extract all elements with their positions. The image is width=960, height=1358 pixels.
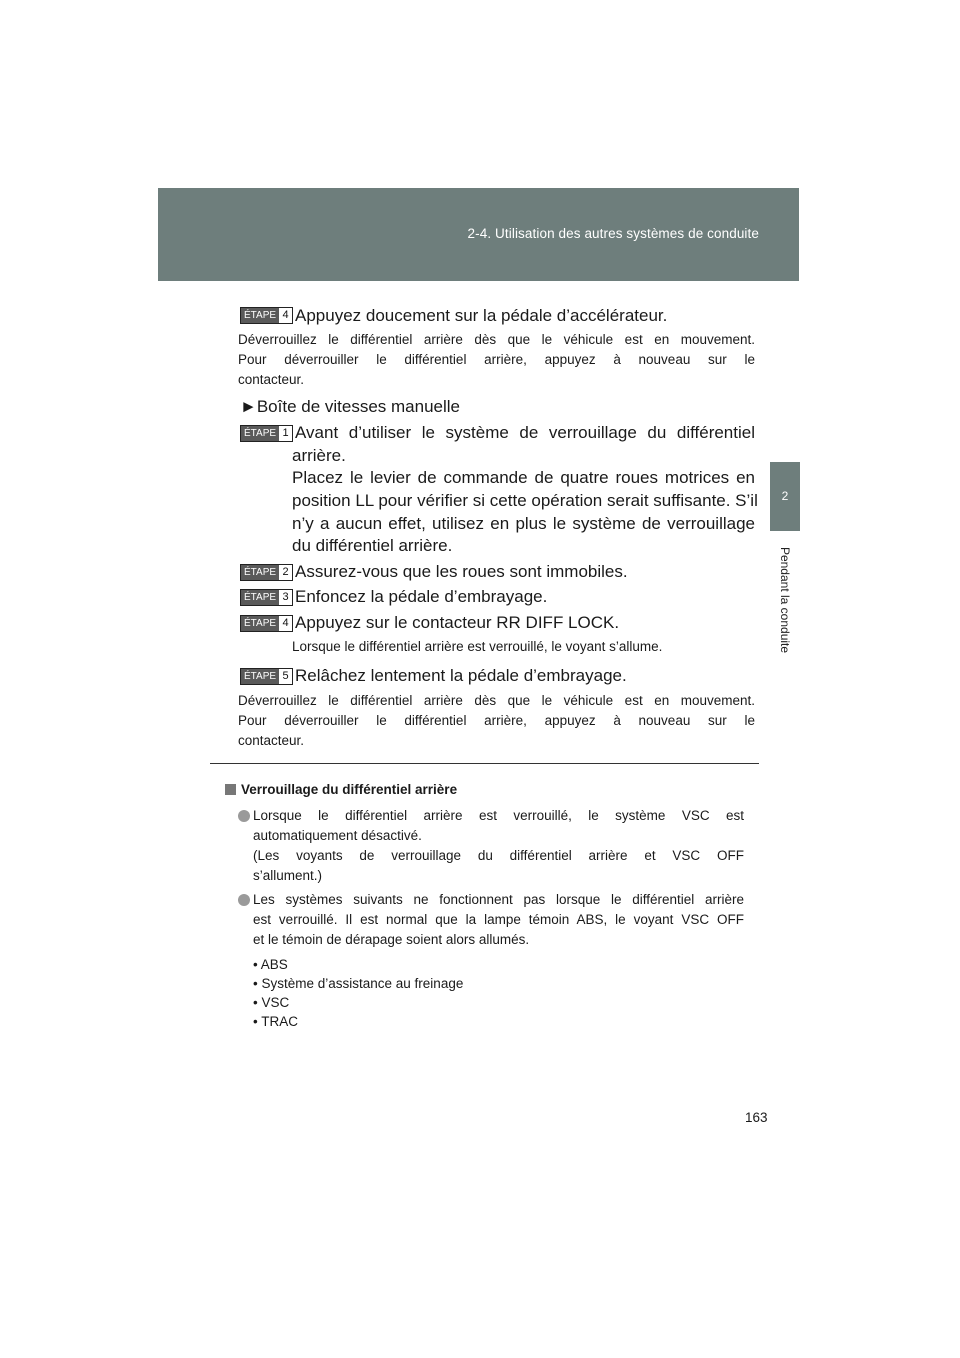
step-text: Relâchez lentement la pédale d’embrayage. — [295, 666, 627, 685]
system-item: • Système d’assistance au freinage — [253, 976, 464, 991]
step-badge-word: ÉTAPE — [241, 590, 279, 605]
section-heading: ►Boîte de vitesses manuelle — [240, 397, 460, 416]
section-title: 2-4. Utilisation des autres systèmes de conduite — [467, 226, 759, 241]
step-text: Enfoncez la pédale d’embrayage. — [295, 587, 548, 606]
step-badge-number: 5 — [279, 669, 292, 684]
step-badge-number: 4 — [279, 616, 292, 631]
step-badge — [240, 425, 293, 442]
section-divider — [210, 763, 759, 764]
step-badge — [240, 668, 293, 685]
step-badge — [240, 564, 293, 581]
bullet-line: automatiquement désactivé. — [253, 828, 422, 843]
step-badge-number: 2 — [279, 565, 292, 580]
info-title-text: Verrouillage du différentiel arrière — [241, 782, 458, 797]
chapter-tab: 2 — [770, 462, 800, 531]
note-line: Lorsque le différentiel arrière est verrouillé, le voyant s’allume. — [292, 639, 663, 654]
step-text: Appuyez doucement sur la pédale d’accélérateur. — [295, 306, 668, 325]
note-line: Déverrouillez le différentiel arrière dès que le véhicule est en mouvement. — [238, 332, 755, 347]
page-number: 163 — [745, 1110, 768, 1125]
note-line: contacteur. — [238, 733, 305, 748]
note-line: contacteur. — [238, 372, 305, 387]
step-badge-word: ÉTAPE — [241, 426, 279, 441]
bullet-line: s’allument.) — [253, 868, 323, 883]
bullet-line: et le témoin de dérapage soient alors allumés. — [253, 932, 530, 947]
step-badge-number: 4 — [279, 308, 292, 323]
circle-bullet-icon — [238, 810, 250, 822]
step-badge-word: ÉTAPE — [241, 616, 279, 631]
step-badge-word: ÉTAPE — [241, 669, 279, 684]
step-text: Assurez-vous que les roues sont immobiles. — [295, 562, 628, 581]
step-badge — [240, 589, 293, 606]
step-text: n’y a aucun effet, utilisez en plus le système de verrouillage — [292, 514, 755, 533]
step-badge-number: 3 — [279, 590, 292, 605]
note-line: Pour déverrouiller le différentiel arrière, appuyez à nouveau sur le — [238, 713, 755, 728]
step-badge-number: 1 — [279, 426, 292, 441]
header-band — [158, 188, 799, 281]
bullet-line: Lorsque le différentiel arrière est verrouillé, le système VSC est — [253, 808, 744, 823]
circle-bullet-icon — [238, 894, 250, 906]
chapter-label: Pendant la conduite — [778, 546, 792, 654]
step-badge-word: ÉTAPE — [241, 565, 279, 580]
system-item: • ABS — [253, 957, 288, 972]
note-line: Déverrouillez le différentiel arrière dès que le véhicule est en mouvement. — [238, 693, 755, 708]
square-bullet-icon — [225, 784, 236, 795]
step-text: Appuyez sur le contacteur RR DIFF LOCK. — [295, 613, 620, 632]
step-text: du différentiel arrière. — [292, 536, 453, 555]
step-badge — [240, 615, 293, 632]
step-text: Avant d’utiliser le système de verrouillage du différentiel — [295, 423, 755, 442]
info-title — [225, 780, 457, 800]
bullet-line: est verrouillé. Il est normal que la lampe témoin ABS, le voyant VSC OFF — [253, 912, 744, 927]
bullet-line: Les systèmes suivants ne fonctionnent pas lorsque le différentiel arrière — [253, 892, 744, 907]
step-badge — [240, 307, 293, 324]
step-text: Placez le levier de commande de quatre roues motrices en — [292, 468, 755, 487]
bullet-line: (Les voyants de verrouillage du différentiel arrière et VSC OFF — [253, 848, 744, 863]
step-text: position LL pour vérifier si cette opération serait suffisante. S’il — [292, 491, 758, 510]
system-item: • VSC — [253, 995, 290, 1010]
step-badge-word: ÉTAPE — [241, 308, 279, 323]
step-text: arrière. — [292, 446, 346, 465]
note-line: Pour déverrouiller le différentiel arrière, appuyez à nouveau sur le — [238, 352, 755, 367]
system-item: • TRAC — [253, 1014, 298, 1029]
